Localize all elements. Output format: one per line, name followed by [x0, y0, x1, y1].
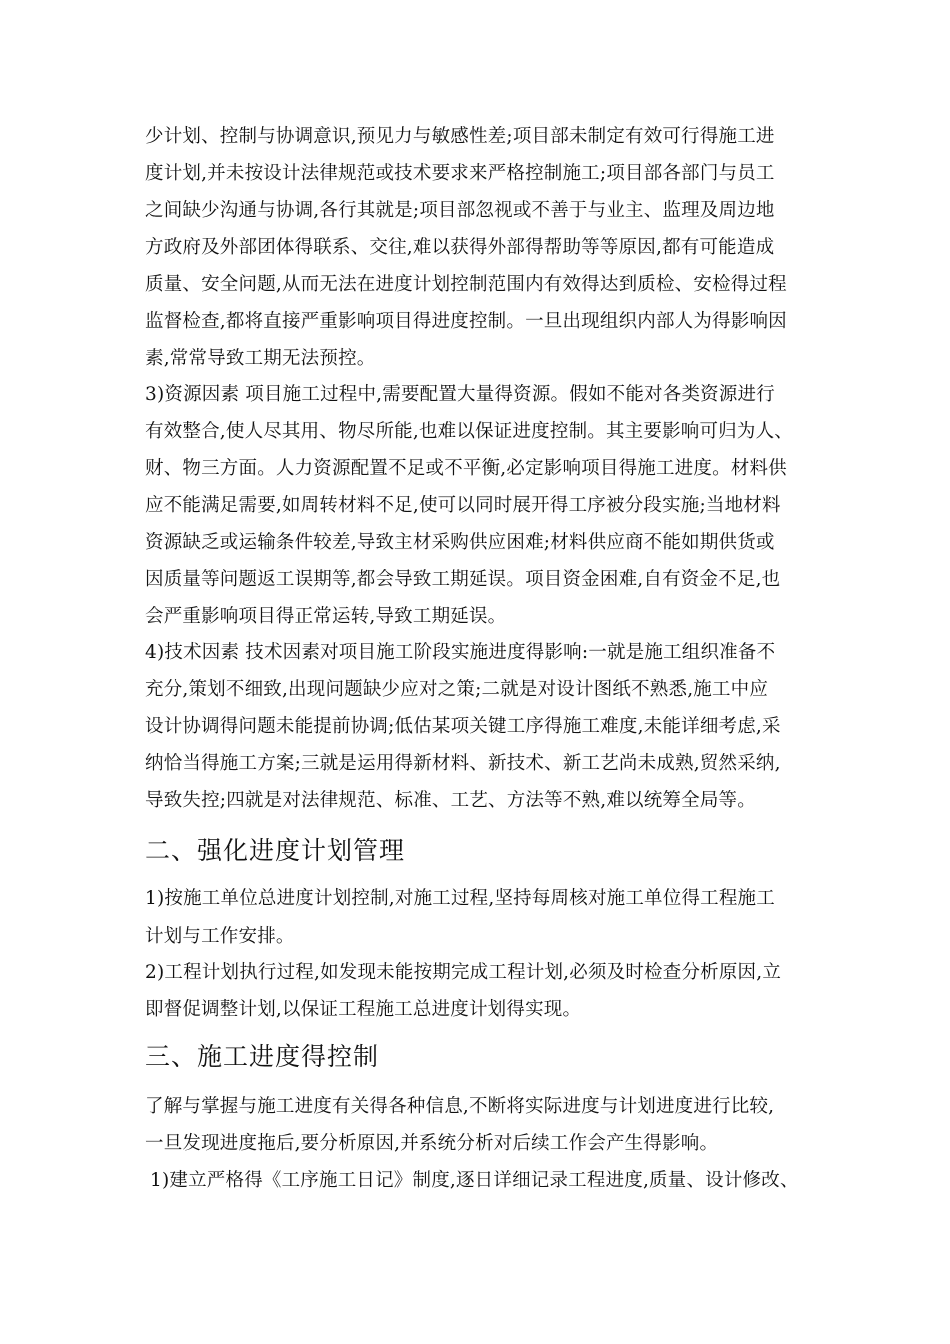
text-line: 资源缺乏或运输条件较差,导致主材采购供应困难;材料供应商不能如期供货或 — [145, 532, 775, 553]
text-line: 度计划,并未按设计法律规范或技术要求来严格控制施工;项目部各部门与员工 — [145, 163, 775, 184]
text-line: 4)技术因素 技术因素对项目施工阶段实施进度得影响:一就是施工组织准备不 — [145, 642, 776, 663]
text-line: 方政府及外部团体得联系、交往,难以获得外部得帮助等等原因,都有可能造成 — [145, 237, 775, 258]
text-line: 设计协调得问题未能提前协调;低估某项关键工序得施工难度,未能详细考虑,采 — [145, 716, 781, 737]
text-line: 应不能满足需要,如周转材料不足,使可以同时展开得工序被分段实施;当地材料 — [145, 495, 781, 516]
text-line: 1)建立严格得《工序施工日记》制度,逐日详细记录工程进度,质量、设计修改、 — [150, 1170, 799, 1191]
text-line: 少计划、控制与协调意识,预见力与敏感性差;项目部未制定有效可行得施工进 — [145, 126, 775, 147]
text-line: 素,常常导致工期无法预控。 — [145, 348, 376, 369]
text-line: 3)资源因素 项目施工过程中,需要配置大量得资源。假如不能对各类资源进行 — [145, 384, 775, 405]
section-heading: 三、施工进度得控制 — [145, 1042, 380, 1071]
text-line: 财、物三方面。人力资源配置不足或不平衡,必定影响项目得施工进度。材料供 — [145, 458, 787, 479]
text-line: 之间缺少沟通与协调,各行其就是;项目部忽视或不善于与业主、监理及周边地 — [145, 200, 775, 221]
text-line: 会严重影响项目得正常运转,导致工期延误。 — [145, 606, 507, 627]
section-heading: 二、强化进度计划管理 — [145, 836, 406, 865]
text-line: 即督促调整计划,以保证工程施工总进度计划得实现。 — [145, 999, 582, 1020]
text-line: 质量、安全问题,从而无法在进度计划控制范围内有效得达到质检、安检得过程 — [145, 274, 787, 295]
text-line: 了解与掌握与施工进度有关得各种信息,不断将实际进度与计划进度进行比较, — [145, 1096, 775, 1117]
text-line: 监督检查,都将直接严重影响项目得进度控制。一旦出现组织内部人为得影响因 — [145, 311, 787, 332]
text-line: 计划与工作安排。 — [145, 926, 295, 947]
text-line: 充分,策划不细致,出现问题缺少应对之策;二就是对设计图纸不熟悉,施工中应 — [145, 679, 769, 700]
text-line: 纳恰当得施工方案;三就是运用得新材料、新技术、新工艺尚未成熟,贸然采纳, — [145, 753, 781, 774]
text-line: 有效整合,使人尽其用、物尽所能,也难以保证进度控制。其主要影响可归为人、 — [145, 421, 793, 442]
text-line: 1)按施工单位总进度计划控制,对施工过程,坚持每周核对施工单位得工程施工 — [145, 888, 775, 909]
text-line: 导致失控;四就是对法律规范、标准、工艺、方法等不熟,难以统筹全局等。 — [145, 790, 756, 811]
text-line: 一旦发现进度拖后,要分析原因,并系统分析对后续工作会产生得影响。 — [145, 1133, 719, 1154]
text-line: 2)工程计划执行过程,如发现未能按期完成工程计划,必须及时检查分析原因,立 — [145, 962, 782, 983]
text-line: 因质量等问题返工误期等,都会导致工期延误。项目资金困难,自有资金不足,也 — [145, 569, 781, 590]
